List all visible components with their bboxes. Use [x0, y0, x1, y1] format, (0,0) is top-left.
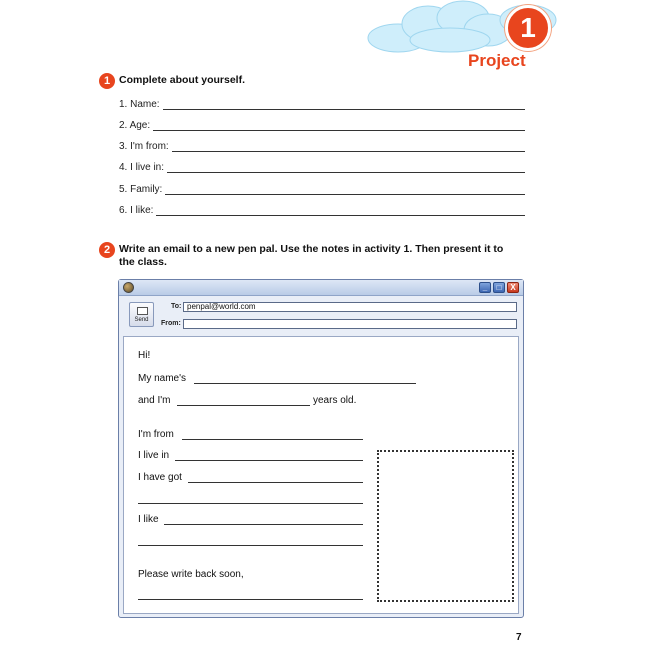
- activity-2-instruction-line2: the class.: [119, 256, 167, 268]
- send-button[interactable]: [129, 302, 154, 327]
- activity-1-instruction: Complete about yourself.: [119, 74, 246, 86]
- minimize-button[interactable]: _: [479, 282, 491, 293]
- app-icon: [123, 282, 134, 293]
- email-header: [123, 300, 519, 333]
- activity-2-instruction-line1: Write an email to a new pen pal. Use the notes in activity 1. Then present it to: [119, 243, 504, 255]
- photo-box[interactable]: [377, 450, 514, 602]
- list-item-label: 2. Age:: [119, 120, 151, 131]
- list-item-family: [119, 181, 525, 195]
- age-suffix: years old.: [313, 395, 357, 406]
- live-answer-line[interactable]: [175, 460, 363, 461]
- have-answer-line-2[interactable]: [138, 503, 363, 504]
- activity-2-number: 2: [99, 242, 115, 258]
- email-body[interactable]: [123, 336, 519, 614]
- send-label: Send: [134, 317, 149, 323]
- name-prompt: My name's: [138, 373, 187, 384]
- from-prompt: I'm from: [138, 429, 174, 440]
- to-field[interactable]: penpal@world.com: [183, 302, 517, 312]
- answer-line[interactable]: [172, 142, 525, 152]
- unit-number-badge: 1: [505, 5, 551, 51]
- window-titlebar: [119, 280, 523, 296]
- email-window: [118, 279, 524, 618]
- list-item-like: [119, 202, 525, 216]
- like-answer-line[interactable]: [164, 524, 363, 525]
- from-answer-line[interactable]: [182, 439, 363, 440]
- signature-line[interactable]: [138, 599, 363, 600]
- unit-title: Project: [468, 51, 526, 70]
- list-item-from: [119, 138, 525, 152]
- age-prefix: and I'm: [138, 395, 171, 406]
- have-prompt: I have got: [138, 472, 182, 483]
- list-item-label: 6. I like:: [119, 205, 154, 216]
- answer-line[interactable]: [156, 206, 525, 216]
- answer-line[interactable]: [165, 185, 525, 195]
- age-answer-line[interactable]: [177, 405, 310, 406]
- greeting: Hi!: [138, 350, 151, 361]
- list-item-label: 1. Name:: [119, 99, 160, 110]
- name-answer-line[interactable]: [194, 383, 416, 384]
- envelope-icon: [137, 307, 148, 315]
- answer-line[interactable]: [163, 100, 525, 110]
- list-item-age: [119, 117, 525, 131]
- maximize-button[interactable]: □: [493, 282, 505, 293]
- list-item-label: 4. I live in:: [119, 162, 165, 173]
- live-prompt: I live in: [138, 450, 170, 461]
- page-number: 7: [516, 632, 522, 643]
- list-item-label: 5. Family:: [119, 184, 163, 195]
- from-field[interactable]: [183, 319, 517, 329]
- activity-1-number: 1: [99, 73, 115, 89]
- list-item-live: [119, 159, 525, 173]
- like-answer-line-2[interactable]: [138, 545, 363, 546]
- from-label: From:: [161, 320, 181, 327]
- like-prompt: I like: [138, 514, 159, 525]
- answer-line[interactable]: [153, 121, 525, 131]
- closing: Please write back soon,: [138, 569, 244, 580]
- to-label: To:: [171, 303, 182, 310]
- have-answer-line[interactable]: [188, 482, 363, 483]
- list-item-name: [119, 96, 525, 110]
- answer-line[interactable]: [167, 163, 525, 173]
- list-item-label: 3. I'm from:: [119, 141, 169, 152]
- close-button[interactable]: X: [507, 282, 519, 293]
